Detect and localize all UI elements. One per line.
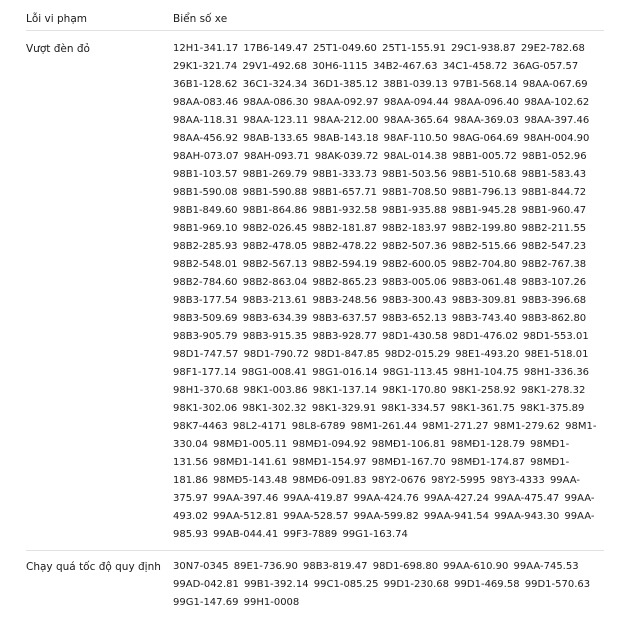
table-header — [26, 8, 604, 31]
plates-cell: 12H1-341.17 17B6-149.47 25T1-049.60 25T1-155.91 29C1-938.87 29E2-782.68 29K1-321.74 29V1-492.68 30H6-1115 34B2-467.63 34C1-458.72 36AG-057.57 36B1-128.62 36C1-324.34 36D1-385.12 38B1-039.13 97B1-568.14 98AA-067.69 98AA-083.46 98AA-086.30 98AA-092.97 98AA-094.44 98AA-096.40 98AA-102.62 98AA-118.31 98AA-123.11 98AA-212.00 98AA-365.64 98AA-369.03 98AA-397.46 98AA-456.92 98AB-133.65 98AB-143.18 98AF-110.50 98AG-064.69 98AH-004.90 98AH-073.07 98AH-093.71 98AK-039.72 98AL-014.38 98B1-005.72 98B1-052.96 98B1-103.57 98B1-269.79 98B1-333.73 98B1-503.56 98B1-510.68 98B1-583.43 98B1-590.08 98B1-590.88 98B1-657.71 98B1-708.50 98B1-796.13 98B1-844.72 98B1-849.60 98B1-864.86 98B1-932.58 98B1-935.88 98B1-945.28 98B1-960.47 98B1-969.10 98B2-026.45 98B2-181.87 98B2-183.97 98B2-199.80 98B2-211.55 98B2-285.93 98B2-478.05 98B2-478.22 98B2-507.36 98B2-515.66 98B2-547.23 98B2-548.01 98B2-567.13 98B2-594.19 98B2-600.05 98B2-704.80 98B2-767.38 98B2-784.60 98B2-863.04 98B2-865.23 98B3-005.06 98B3-061.48 98B3-107.26 98B3-177.54 98B3-213.61 98B3-248.56 98B3-300.43 98B3-309.81 98B3-396.68 98B3-509.69 98B3-634.39 98B3-637.57 98B3-652.13 98B3-743.40 98B3-862.80 98B3-905.79 98B3-915.35 98B3-928.77 98D1-430.58 98D1-476.02 98D1-553.01 98D1-747.57 98D1-790.72 98D1-847.85 98D2-015.29 98E1-493.20 98E1-518.01 98F1-177.14 98G1-008.41 98G1-016.14 98G1-113.45 98H1-104.75 98H1-336.36 98H1-370.68 98K1-003.86 98K1-137.14 98K1-170.80 98K1-258.92 98K1-278.32 98K1-302.06 98K1-302.32 98K1-329.91 98K1-334.57 98K1-361.75 98K1-375.89 98K7-4463 98L2-4171 98L8-6789 98M1-261.44 98M1-271.27 98M1-279.62 98M1-330.04 98MĐ1-005.11 98MĐ1-094.92 98MĐ1-106.81 98MĐ1-128.79 98MĐ1-131.56 98MĐ1-141.61 98MĐ1-154.97 98MĐ1-167.70 98MĐ1-174.87 98MĐ1-181.86 98MĐ5-143.48 98MĐ6-091.83 98Y2-0676 98Y2-5995 98Y3-4333 99AA-375.97 99AA-397.46 99AA-419.87 99AA-424.76 99AA-427.24 99AA-475.47 99AA-493.02 99AA-512.81 99AA-528.57 99AA-599.82 99AA-941.54 99AA-943.30 99AA-985.93 99AB-044.41 99F3-7889 99G1-163.74 — [173, 43, 597, 540]
violation-cell: Chạy quá tốc độ quy định — [26, 561, 161, 573]
table-row — [26, 31, 604, 551]
header-plates: Biển số xe — [173, 13, 228, 25]
violation-cell: Vượt đèn đỏ — [26, 43, 90, 55]
violation-table — [26, 8, 604, 612]
header-violation: Lỗi vi phạm — [26, 13, 87, 25]
plates-cell: 30N7-0345 89E1-736.90 98B3-819.47 98D1-698.80 99AA-610.90 99AA-745.53 99AD-042.81 99B1-392.14 99C1-085.25 99D1-230.68 99D1-469.58 99D1-570.63 99G1-147.69 99H1-0008 — [173, 561, 591, 608]
table-row — [26, 551, 604, 612]
